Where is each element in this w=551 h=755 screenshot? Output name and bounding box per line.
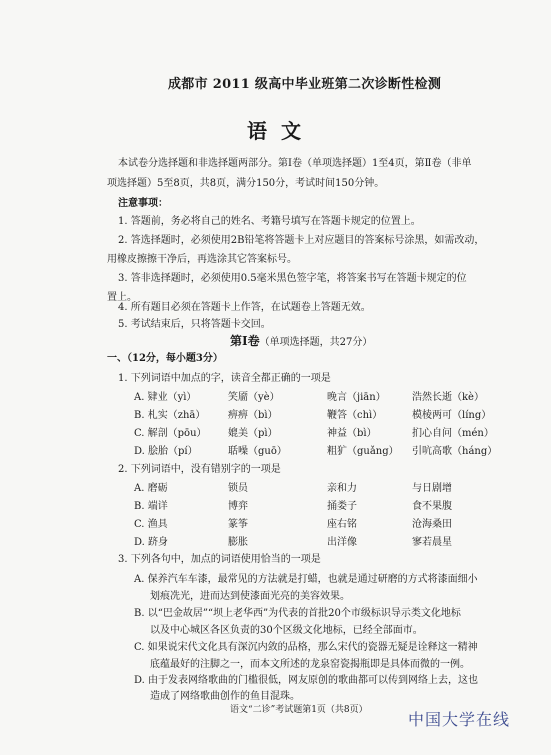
note-item: 5. 考试结束后，只将答题卡交回。 (118, 319, 271, 330)
q3-option-b-cont: 以及中心城区各区负责的30个区级文化地标，已经全部面市。 (150, 625, 423, 636)
note-item: 1. 答题前，务必将自己的姓名、考籍号填写在答题卡规定的位置上。 (118, 216, 421, 227)
q2-option-d: D. 跻身 (134, 537, 169, 548)
subject-heading: 语文 (247, 119, 315, 143)
q1-option-cell: 媲美（pì） (228, 428, 278, 439)
question-1-stem: 1. 下列词语中加点的字，读音全都正确的一项是 (118, 373, 331, 384)
q2-option-cell: 亲和力 (327, 483, 357, 494)
question-3-stem: 3. 下列各句中，加点的词语使用恰当的一项是 (118, 554, 321, 565)
q1-option-cell: 浩然长逝（kè） (412, 392, 484, 403)
q3-option-c-cont: 底蕴最好的注脚之一，而本文所述的龙泉窑瓷揭瓶即是具体而微的一例。 (150, 659, 470, 670)
q1-option-cell: 鞭答（chì） (327, 410, 383, 421)
note-item: 置上。 (107, 292, 137, 303)
q1-option-cell: 聒噪（guō） (228, 446, 287, 457)
q2-option-cell: 座右铭 (327, 519, 357, 530)
q2-option-cell: 寥若晨星 (412, 537, 452, 548)
q2-option-cell: 捅娄子 (327, 501, 357, 512)
section-header (230, 334, 372, 350)
page-footer: 语文“二诊”考试题第1页（共8页） (230, 705, 368, 715)
q2-option-c: C. 渔具 (134, 519, 168, 530)
q3-option-c: C. 如果说宋代文化具有深沉内敛的品格，那么宋代的瓷器无疑是诠释这一精神 (134, 642, 478, 653)
q1-option-c: C. 解剖（pōu） (134, 428, 207, 439)
q3-option-a-cont: 划痕冼光，进而达到使漆面光亮的美容效果。 (150, 591, 350, 602)
q2-option-cell: 篆筝 (228, 519, 248, 530)
question-2-stem: 2. 下列词语中，没有错别字的一项是 (118, 464, 281, 475)
q1-option-cell: 扪心自问（mén） (412, 428, 494, 439)
q2-option-b: B. 端详 (134, 501, 168, 512)
q1-option-b: B. 札实（zhā） (134, 410, 206, 421)
section-subtitle: （单项选择题，共27分） (259, 337, 373, 348)
q2-option-cell: 博弈 (228, 501, 248, 512)
q2-option-cell: 锁员 (228, 483, 248, 494)
watermark-logo: 中国大学在线 (408, 710, 511, 729)
q1-option-cell: 笑靥（yè） (228, 392, 280, 403)
part-heading: 一、（12分，每小题3分） (107, 353, 223, 364)
q1-option-cell: 痹痹（bì） (228, 410, 278, 421)
q3-option-d: D. 由于发表网络歌曲的门槛很低，网友原创的歌曲都可以传到网络上去，这也 (134, 675, 479, 686)
q2-option-cell: 沧海桑田 (412, 519, 452, 530)
exam-title: 成都市 2011 级高中毕业班第二次诊断性检测 (168, 77, 442, 92)
q3-option-a: A. 保养汽车车漆，最常见的方法就是打蜡，也就是通过研磨的方式将漆面细小 (134, 574, 478, 585)
q2-option-cell: 与日剧增 (412, 483, 452, 494)
note-item: 4. 所有题目必须在答题卡上作答，在试题卷上答题无效。 (118, 302, 371, 313)
intro-line-1: 本试卷分选择题和非选择题两部分。第Ⅰ卷（单项选择题）1至4页，第Ⅱ卷（非单 (118, 158, 472, 169)
note-item: 3. 答非选择题时，必须使用0.5毫米黑色签字笔，将答案书写在答题卡规定的位 (118, 273, 467, 284)
q2-option-cell: 食不果腹 (412, 501, 452, 512)
intro-line-2: 项选择题）5至8页，共8页，满分150分，考试时间150分钟。 (107, 178, 385, 189)
q1-option-cell: 晚言（jiān） (327, 392, 386, 403)
q2-option-a: A. 磨砺 (134, 483, 168, 494)
q1-option-cell: 引吭高歌（háng） (412, 446, 498, 457)
q2-option-cell: 出洋像 (327, 537, 357, 548)
q1-option-cell: 模棱两可（líng） (412, 410, 492, 421)
q1-option-d: D. 脍胎（pí） (134, 446, 198, 457)
section-title: 第Ⅰ卷 (230, 334, 260, 348)
q1-option-a: A. 肄业（yì） (134, 392, 197, 403)
q1-option-cell: 神益（bì） (327, 428, 377, 439)
q3-option-b: B. 以“巴金故居”“坝上老华西”为代表的首批20个市级标识导示类文化地标 (134, 608, 461, 619)
note-item: 2. 答选择题时，必须使用2B铅笔将答题卡上对应题目的答案标号涂黑，如需改动， (118, 235, 485, 246)
notes-heading: 注意事项： (118, 198, 168, 209)
q3-option-d-cont: 造成了网络歌曲创作的鱼目混珠。 (150, 691, 300, 702)
q1-option-cell: 粗犷（guǎng） (327, 446, 399, 457)
note-item: 用橡皮擦擦干净后，再选涂其它答案标号。 (107, 254, 297, 265)
q2-option-cell: 膨胀 (228, 537, 248, 548)
